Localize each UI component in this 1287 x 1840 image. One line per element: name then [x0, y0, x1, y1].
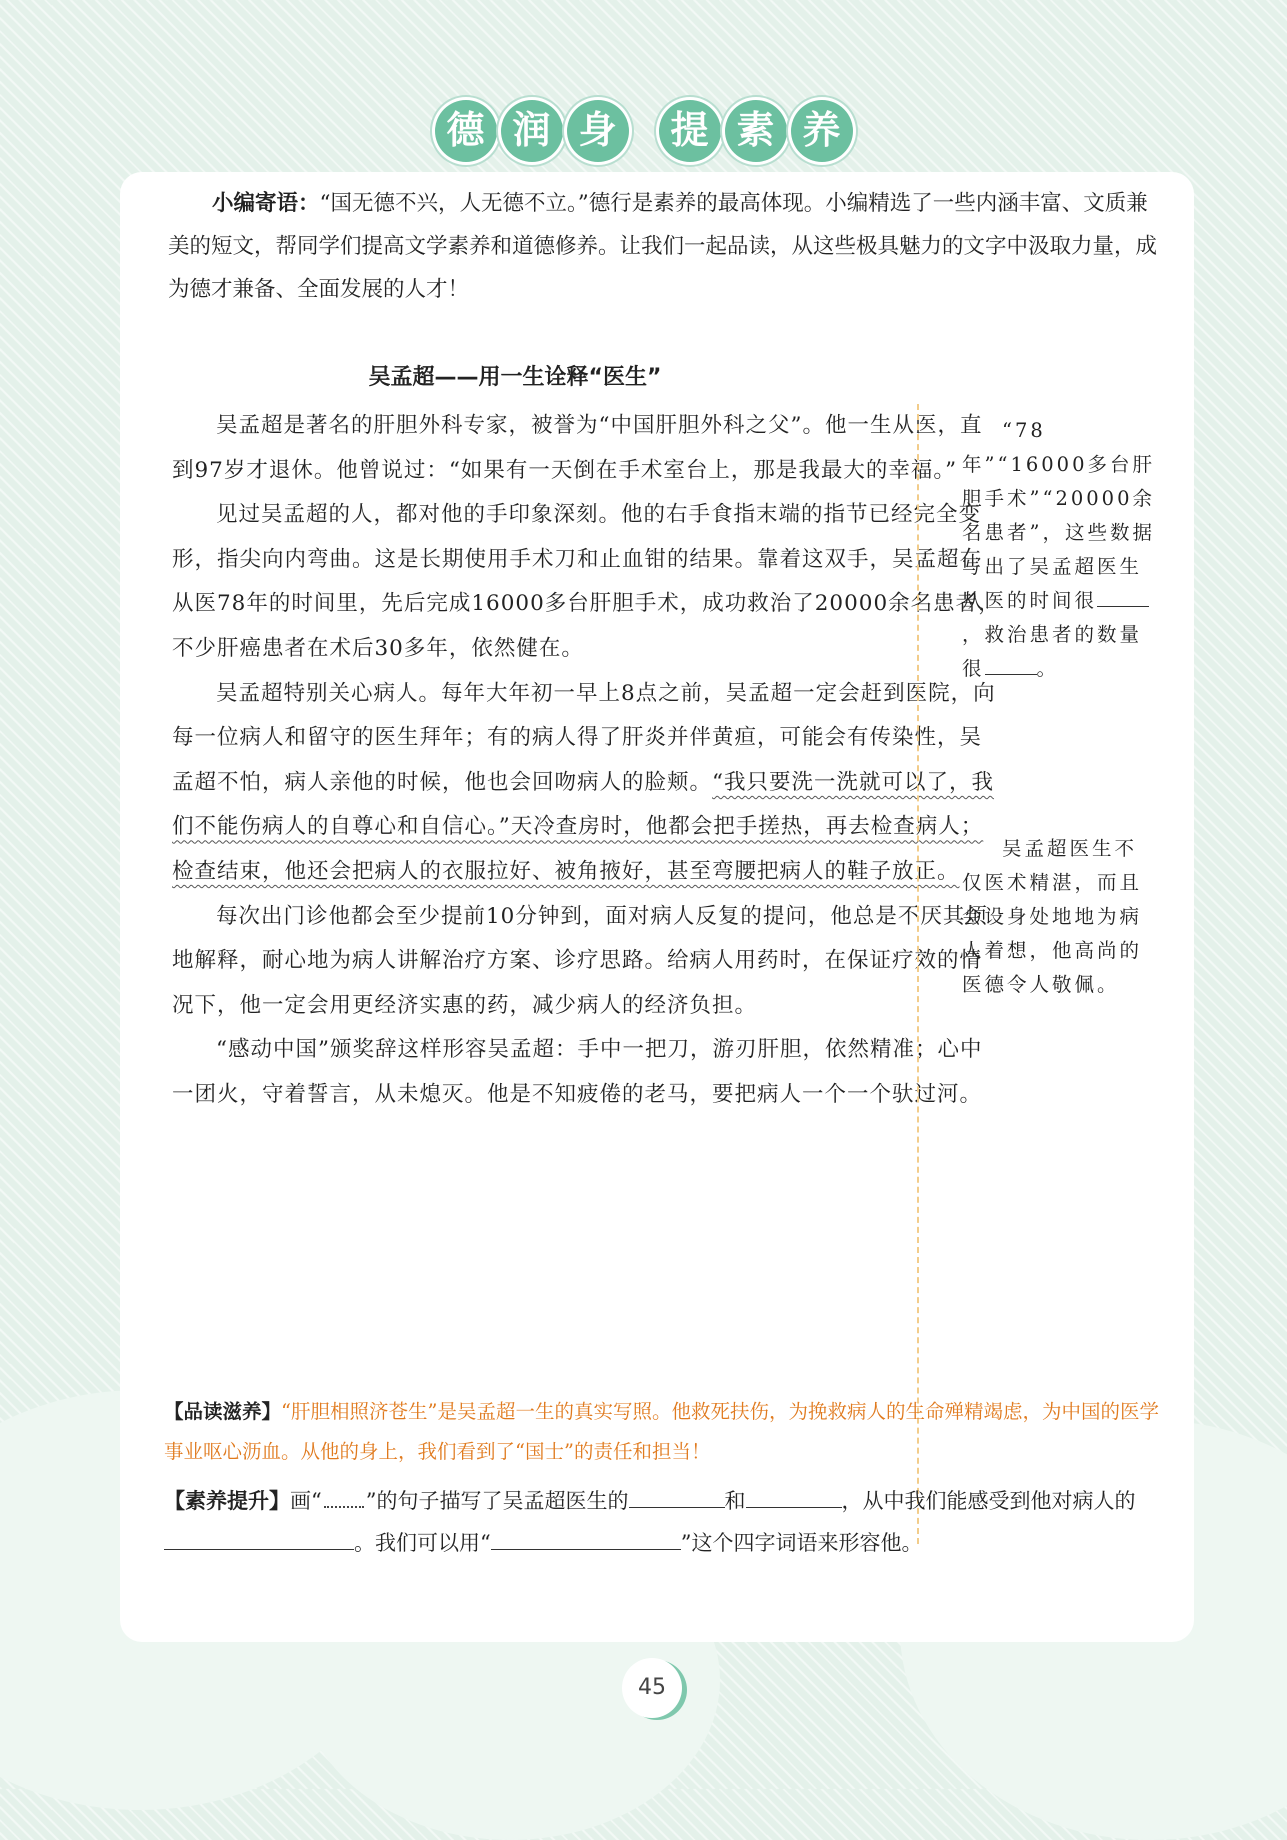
article-paragraph: 见过吴孟超的人，都对他的手印象深刻。他的右手食指末端的指节已经完全变形，指尖向内弯曲。这是长期使用手术刀和止血钳的结果。靠着这双手，吴孟超在从医78年的时间里，先后完成16000多台肝胆手术，成功救治了20000余名患者，不少肝癌患者在术后30多年，依然健在。: [172, 502, 1001, 661]
editor-note: [168, 182, 1158, 311]
side-note: 吴孟超医生不仅医术精湛，而且会设身处地地为病人着想，他高尚的医德令人敬佩。: [962, 837, 1143, 996]
reading-note: [164, 1392, 1164, 1472]
article-title: 吴孟超——用一生诠释“医生”: [368, 365, 662, 390]
title-badge: 德: [435, 100, 497, 162]
exercise-text: ”的句子描写了吴孟超医生的: [365, 1489, 629, 1513]
title-badge: 身: [567, 100, 629, 162]
exercise-text: 和: [724, 1489, 746, 1513]
title-badge: 素: [725, 100, 787, 162]
exercise-label: 【素养提升】: [164, 1489, 290, 1513]
paragraph-text: 吴孟超特别关心病人。每年大年初一早上8点之前，吴孟超一定会赶到医院，向每一位病人和留守的医生拜年；有的病人得了肝炎并伴黄疸，可能会有传染性，吴孟超不怕，病人亲他的时候，他也会回吻病人的脸颊。: [172, 680, 996, 795]
dashed-divider: [917, 404, 919, 1544]
side-note-text: “78年”“16000多台肝胆手术”“20000余名患者”，这些数据写出了吴孟超医生从医的时间很: [962, 419, 1155, 612]
answer-blank[interactable]: [491, 1549, 681, 1550]
content-card: [120, 172, 1194, 1642]
answer-blank[interactable]: [164, 1549, 354, 1550]
exercise-text: ”这个四字词语来形容他。: [680, 1531, 923, 1555]
page-number: 45: [622, 1658, 682, 1718]
answer-blank[interactable]: [629, 1507, 725, 1508]
editor-note-text: “国无德不兴，人无德不立。”德行是素养的最高体现。小编精选了一些内涵丰富、文质兼美的短文，帮同学们提高文学素养和道德修养。让我们一起品读，从这些极具魅力的文字中汲取力量，成为德才兼备、全面发展的人才！: [168, 191, 1158, 302]
answer-blank[interactable]: [746, 1507, 842, 1508]
title-badge: 养: [791, 100, 853, 162]
side-note: [962, 414, 1158, 686]
exercise-text: 画“: [290, 1489, 322, 1513]
editor-note-label: 小编寄语：: [212, 191, 320, 216]
side-note-text: 。: [1036, 657, 1060, 680]
answer-blank[interactable]: [985, 674, 1037, 675]
side-note-text: ，救治患者的数量很: [962, 623, 1143, 680]
wavy-underlined-sentence: “我只要洗一洗就可以了，我们不能伤病人的自尊心和自信心。”天冷查房时，他都会把手搓热，再去检查病人；检查结束，他还会把病人的衣服拉好、被角掖好，甚至弯腰把病人的鞋子放正。: [172, 769, 995, 884]
article-paragraph: 每次出门诊他都会至少提前10分钟到，面对病人反复的提问，他总是不厌其烦地解释，耐心地为病人讲解治疗方案、诊疗思路。给病人用药时，在保证疗效的情况下，他一定会用更经济实惠的药，减少病人的经济负担。: [172, 903, 988, 1018]
title-badge: 提: [659, 100, 721, 162]
article-body: [172, 404, 1002, 1118]
page-title: [0, 100, 1287, 162]
exercise-text: 。我们可以用“: [354, 1531, 491, 1555]
reading-note-text: “肝胆相照济苍生”是吴孟超一生的真实写照。他救死扶伤，为挽救病人的生命殚精竭虑，为中国的医学事业呕心沥血。从他的身上，我们看到了“国士”的责任和担当！: [164, 1400, 1159, 1463]
title-badge: 润: [501, 100, 563, 162]
article-paragraph: 吴孟超是著名的肝胆外科专家，被誉为“中国肝胆外科之父”。他一生从医，直到97岁才退休。他曾说过：“如果有一天倒在手术室台上，那是我最大的幸福。”: [172, 413, 983, 483]
exercise-text: ，从中我们能感受到他对病人的: [841, 1489, 1136, 1513]
article-paragraph: [172, 672, 1002, 895]
answer-blank[interactable]: [1097, 606, 1149, 607]
exercise: [164, 1480, 1164, 1564]
reading-note-label: 【品读滋养】: [164, 1400, 282, 1423]
article-paragraph: “感动中国”颁奖辞这样形容吴孟超：手中一把刀，游刃肝胆，依然精准；心中一团火，守着誓言，从未熄灭。他是不知疲倦的老马，要把病人一个一个驮过河。: [172, 1037, 983, 1107]
wavy-line-sample: [324, 1506, 364, 1508]
